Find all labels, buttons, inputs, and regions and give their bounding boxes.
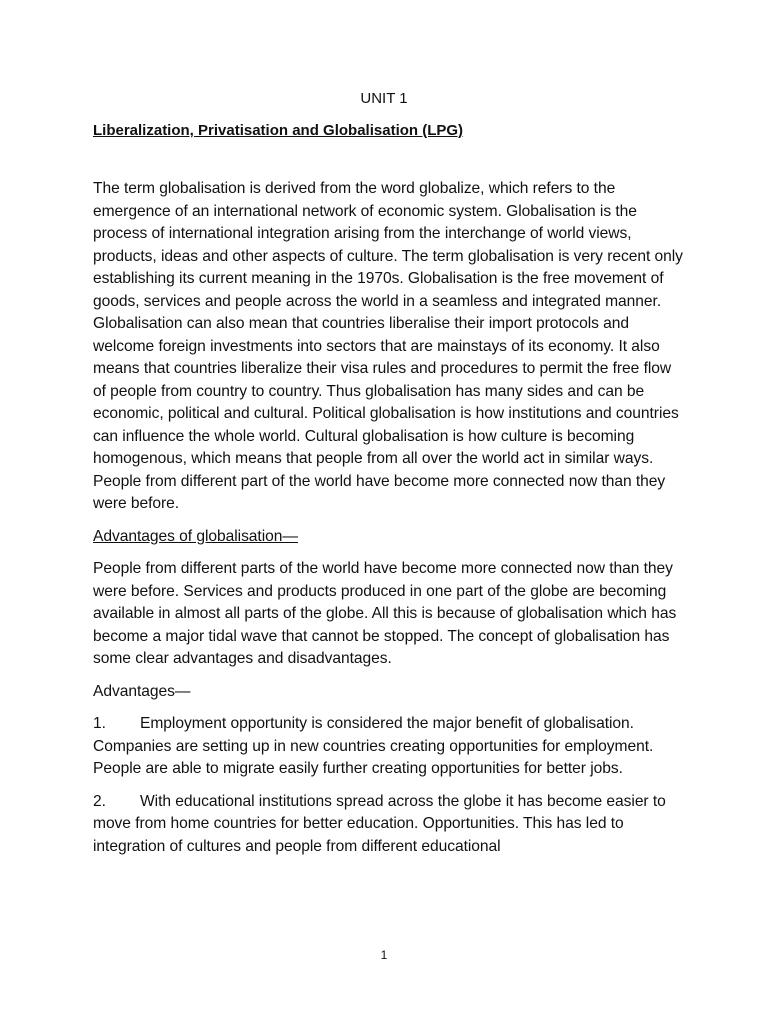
list-item xyxy=(93,791,683,859)
unit-heading: UNIT 1 xyxy=(360,90,408,107)
list-item-text: With educational institutions spread across the globe it has become easier to move from home countries for better education. Opportunities. This has led to integration of cultures and people from different educational xyxy=(93,792,666,855)
document-title: Liberalization, Privatisation and Globalisation (LPG) xyxy=(93,122,464,139)
intro-paragraph: The term globalisation is derived from the word globalize, which refers to the emergence of an international network of economic system. Globalisation is the process of international integration arising from the interchange of world views, products, ideas and other aspects of culture. The term globalisation is very recent only establishing its current meaning in the 1970s. Globalisation is the free movement of goods, services and people across the world in a seamless and integrated manner. Globalisation can also mean that countries liberalise their import protocols and welcome foreign investments into sectors that are mainstays of its economy. It also means that countries liberalize their visa rules and procedures to permit the free flow of people from country to country. Thus globalisation has many sides and can be economic, political and cultural. Political globalisation is how institutions and countries can influence the whole world. Cultural globalisation is how culture is becoming homogenous, which means that people from all over the world act in similar ways. People from different part of the world have become more connected now than they were before. xyxy=(93,180,683,512)
page-number: 1 xyxy=(380,948,388,962)
advantages-heading xyxy=(93,526,683,549)
advantages-intro-paragraph: People from different parts of the world have become more connected now than they were before. Services and products produced in one part of the globe are becoming available in almost all parts of the globe. All this is because of globalisation which has become a major tidal wave that cannot be stopped. The concept of globalisation has some clear advantages and disadvantages. xyxy=(93,560,677,667)
advantages-label: Advantages— xyxy=(93,682,191,700)
document-body xyxy=(93,178,683,868)
list-item xyxy=(93,713,683,781)
advantages-heading-text: Advantages of globalisation— xyxy=(93,527,298,545)
list-item-number: 1. xyxy=(93,715,106,732)
list-item-text: Employment opportunity is considered the major benefit of globalisation. Companies are setting up in new countries creating opportunities for employment. People are able to migrate easily further creating opportunities for better jobs. xyxy=(93,715,654,777)
list-item-number: 2. xyxy=(93,792,106,810)
